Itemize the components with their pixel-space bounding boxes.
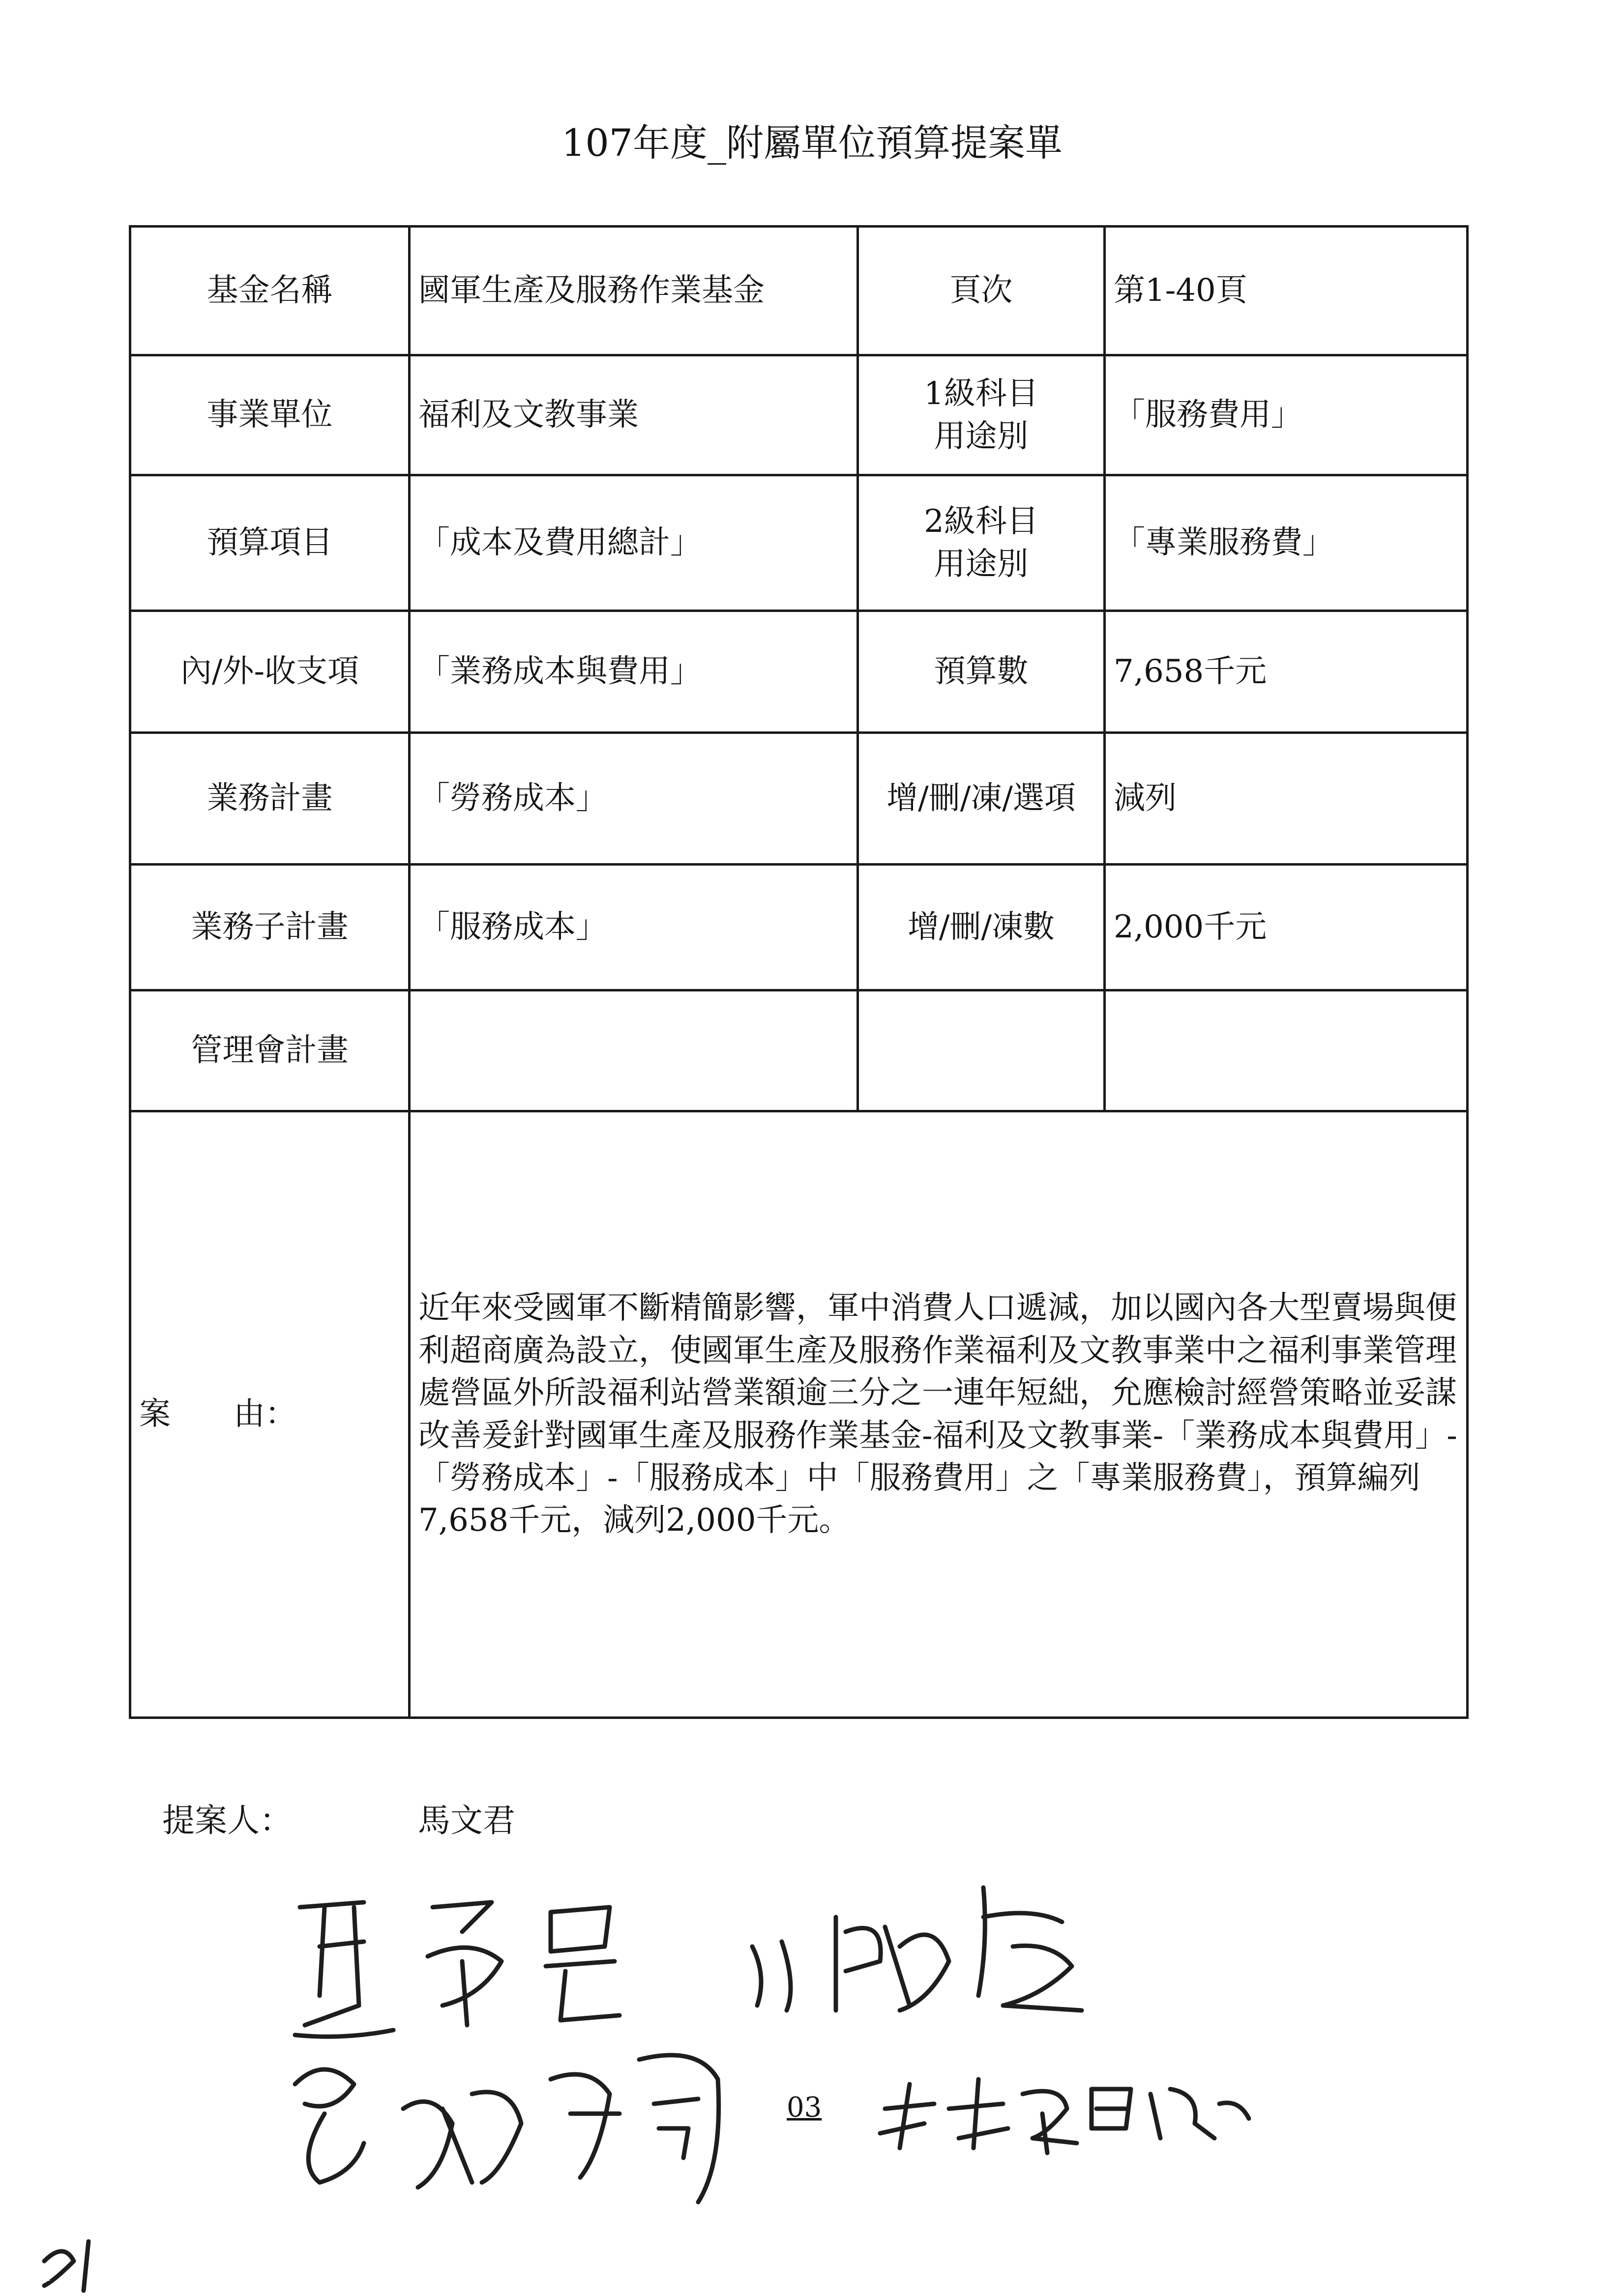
row-label: 業務子計畫 (130, 865, 410, 990)
row-label: 預算項目 (130, 475, 410, 611)
row-value: 「成本及費用總計」 (410, 475, 858, 611)
row-value: 第1-40頁 (1105, 227, 1468, 355)
row-label: 增/刪/凍數 (858, 865, 1105, 990)
row-value: 國軍生產及服務作業基金 (410, 227, 858, 355)
row-label: 內/外-收支項 (130, 611, 410, 733)
row-value: 2,000千元 (1105, 865, 1468, 990)
signature-3 (295, 2055, 719, 2202)
row-value: 7,658千元 (1105, 611, 1468, 733)
margin-number-scribble (44, 2241, 89, 2291)
row-label: 基金名稱 (130, 227, 410, 355)
row-value: 福利及文教事業 (410, 355, 858, 475)
row-label: 預算數 (858, 611, 1105, 733)
row-label: 管理會計畫 (130, 990, 410, 1111)
reason-label: 案 由： (130, 1111, 410, 1718)
margin-note: 31 (44, 2277, 51, 2282)
page-number: 03 (787, 2092, 822, 2123)
row-label: 頁次 (858, 227, 1105, 355)
row-value: 「服務費用」 (1105, 355, 1468, 475)
row-value: 「勞務成本」 (410, 733, 858, 865)
signature-4 (880, 2079, 1249, 2153)
proposer-label: 提案人： (162, 1802, 292, 1839)
document-title: 107年度_附屬單位預算提案單 (561, 121, 1063, 165)
row-label: 2級科目 用途別 (858, 475, 1105, 611)
row-value: 「專業服務費」 (1105, 475, 1468, 611)
signature-1 (295, 1902, 620, 2036)
row-value: 減列 (1105, 733, 1468, 865)
row-value: 「服務成本」 (410, 865, 858, 990)
reason-text: 近年來受國軍不斷精簡影響，軍中消費人口遞減，加以國內各大型賣場與便利超商廣為設立，使國軍生產及服務作業福利及文教事業中之福利事業管理處營區外所設福利站營業額逾三分之一連年短絀，允應檢討經營策略並妥謀改善爰針對國軍生產及服務作業基金-福利及文教事業-「業務成本與費用」-「勞務成本」-「服務成本」中「服務費用」之「專業服務費」，預算編列7,658千元，減列2,000千元。 (410, 1111, 1468, 1718)
signature-2 (752, 1888, 1082, 2010)
row-label: 增/刪/凍/選項 (858, 733, 1105, 865)
row-label: 事業單位 (130, 355, 410, 475)
row-value: 「業務成本與費用」 (410, 611, 858, 733)
proposer-name: 馬文君 (418, 1802, 515, 1839)
row-label: 1級科目 用途別 (858, 355, 1105, 475)
row-label: 業務計畫 (130, 733, 410, 865)
